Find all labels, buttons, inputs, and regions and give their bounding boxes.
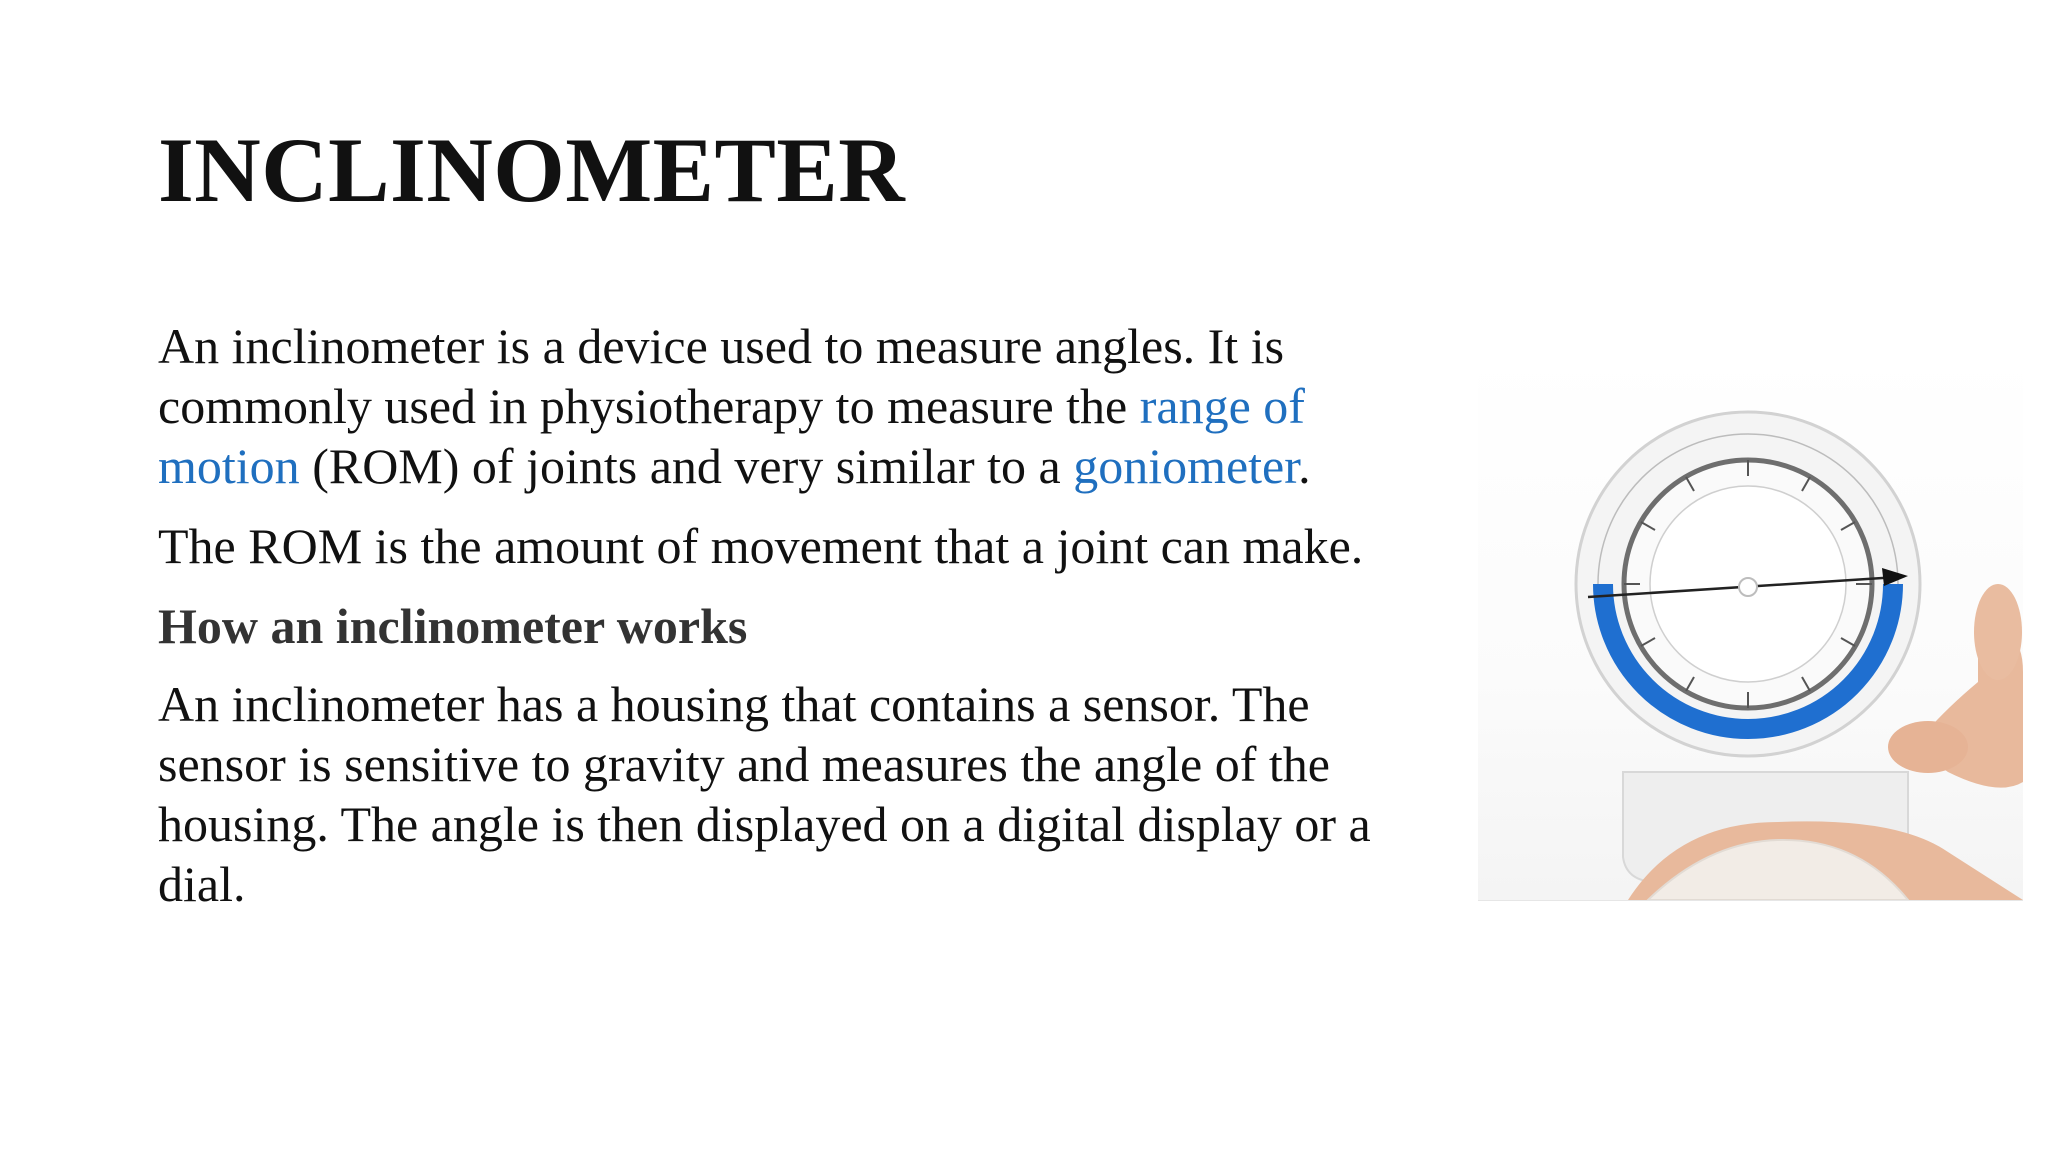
paragraph-definition	[158, 316, 1378, 496]
inclinometer-illustration	[1478, 352, 2023, 900]
slide-title: INCLINOMETER	[158, 119, 906, 221]
slide-body	[158, 316, 1378, 914]
paragraph-how-it-works: An inclinometer has a housing that contains a sensor. The sensor is sensitive to gravity and measures the angle of the housing. The angle is then displayed on a digital display or a dial.	[158, 676, 1371, 912]
paragraph-rom: The ROM is the amount of movement that a joint can make.	[158, 518, 1364, 574]
paragraph-text: An inclinometer is a device used to measure angles. It is commonly used in physiotherapy to measure the	[158, 318, 1285, 434]
link-goniometer[interactable]: goniometer	[1073, 438, 1299, 494]
thumb	[1888, 721, 1968, 773]
paragraph-text: .	[1298, 438, 1311, 494]
finger	[1974, 584, 2022, 680]
link-range-of-motion[interactable]: range of motion	[158, 378, 1305, 494]
paragraph-text: (ROM) of joints and very similar to a	[299, 438, 1074, 494]
dial-center-pivot	[1739, 578, 1757, 596]
inclinometer-photo	[1478, 352, 2023, 901]
section-heading: How an inclinometer works	[158, 598, 748, 654]
